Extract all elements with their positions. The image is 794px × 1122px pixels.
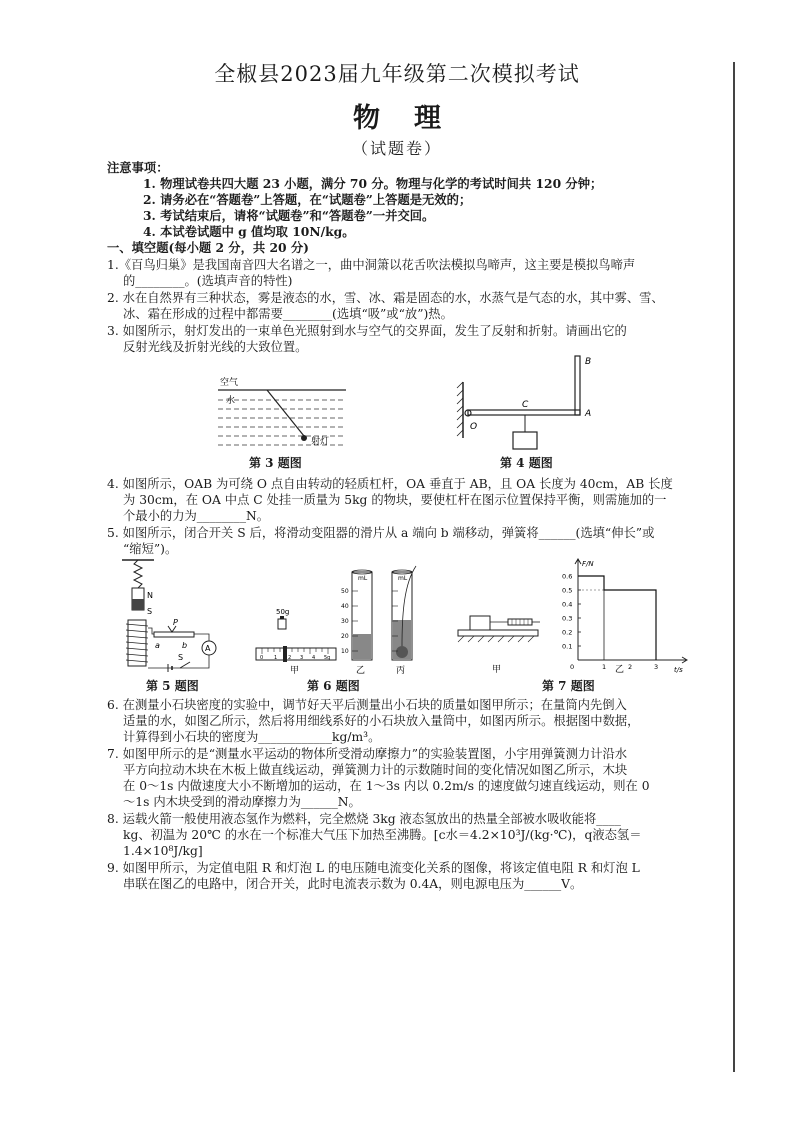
fig5-label-p: P: [173, 618, 178, 627]
q1-line: 的________。(选填声音的特性): [123, 274, 293, 288]
fig6-weight-label: 50g: [276, 608, 290, 616]
q6-line: 6. 在测量小石块密度的实验中，调节好天平后测量出小石块的质量如图甲所示；在量筒内先倒入: [107, 698, 627, 712]
q7-line: 平方向拉动木块在木板上做直线运动，弹簧测力计的示数随时间的变化情况如图乙所示，木块: [123, 763, 628, 777]
fig6-cyl-mark: 50: [341, 588, 349, 595]
fig6-scale-mark: 3: [300, 655, 304, 661]
fig7-ytick-label: 0.5: [562, 586, 573, 595]
note-item: 3. 考试结束后，请将“试题卷”和“答题卷”一并交回。: [143, 208, 435, 223]
q4-line: 4. 如图所示，OAB 为可绕 O 点自由转动的轻质杠杆，OA 垂直于 AB，且 OA 长度为 40cm，AB 长度: [107, 477, 673, 491]
q7-line: 7. 如图甲所示的是“测量水平运动的物体所受滑动摩擦力”的实验装置图，小宇用弹簧测力计沿水: [107, 747, 628, 761]
q9-line: 9. 如图甲所示，为定值电阻 R 和灯泡 L 的电压随电流变化关系的图像，将该定值电阻 R 和灯泡 L: [107, 861, 640, 875]
q1-line: 1.《百鸟归巢》是我国南音四大名谱之一，曲中洞箫以花舌吹法模拟鸟啼声，这主要是模拟鸟啼声: [107, 258, 636, 272]
fig7-ytick-label: 0.2: [562, 628, 573, 637]
fig7-ytick-label: 0.1: [562, 642, 573, 651]
fig6-cyl-mark: 10: [341, 648, 349, 655]
q5-line: 5. 如图所示，闭合开关 S 后，将滑动变阻器的滑片从 a 端向 b 端移动，弹簧将______(选填“伸长”或: [107, 526, 655, 540]
q2-line: 冰、霜在形成的过程中都需要________(选填“吸”或“放”)热。: [123, 307, 453, 321]
fig6-cyl-mark: 30: [341, 618, 349, 625]
figure-5-electromagnet: [118, 556, 228, 676]
figure-3-light-refraction: [212, 370, 352, 455]
fig7-label-jia: 甲: [492, 665, 502, 675]
fig5-label-b: b: [182, 641, 188, 650]
section-heading: 一、填空题(每小题 2 分，共 20 分): [107, 240, 309, 255]
fig4-label-a: A: [585, 409, 592, 419]
figure-4-caption: 第 4 题图: [500, 456, 553, 470]
q8-line: 8. 运载火箭一般使用液态氢作为燃料，完全燃烧 3kg 液态氢放出的热量全部被水吸收能将____: [107, 812, 621, 826]
figure-3-caption: 第 3 题图: [249, 456, 302, 470]
fig4-label-b: B: [585, 357, 592, 367]
q8-line: kg、初温为 20℃ 的水在一个标准大气压下加热至沸腾。[c水＝4.2×10³J/(kg·℃)，q液态氢＝: [123, 828, 642, 842]
fig7-xlabel: t/s: [674, 666, 683, 674]
figure-7-force-time-chart: [560, 556, 695, 674]
q3-line: 反射光线及折射光线的大致位置。: [123, 340, 308, 354]
notes-heading: 注意事项：: [107, 160, 169, 175]
q3-line: 3. 如图所示，射灯发出的一束单色光照射到水与空气的交界面，发生了反射和折射。请画出它的: [107, 324, 627, 338]
fig7-xtick-label: 3: [654, 663, 659, 671]
fig7-ytick-label: 0.6: [562, 572, 573, 581]
fig3-lamp-label: 射灯: [311, 437, 330, 447]
fig6-scale-mark: 5g: [324, 655, 331, 661]
fig7-ytick-label: 0.4: [562, 600, 573, 609]
fig5-label-a: a: [155, 641, 160, 650]
note-item: 2. 请务必在“答题卷”上答题，在“试题卷”上答题是无效的；: [143, 192, 472, 207]
fig3-water-label: 水: [226, 396, 236, 406]
chart-axes: [575, 559, 687, 663]
fig5-label-n: N: [147, 591, 153, 600]
q9-line: 串联在图乙的电路中，闭合开关，此时电流表示数为 0.4A，则电源电压为______V。: [123, 877, 583, 891]
q2-line: 2. 水在自然界有三种状态，雾是液态的水，雪、冰、霜是固态的水，水蒸气是气态的水，其中雾、雪、: [107, 291, 664, 305]
fig6-ml-label: mL: [358, 575, 368, 582]
fig7-label-yi: 乙: [615, 665, 625, 674]
fig6-ml-label: mL: [398, 575, 408, 582]
q4-line: 个最小的力为________N。: [123, 509, 270, 523]
fig5-ammeter-label: A: [205, 644, 211, 653]
q7-line: ～1s 内木块受到的滑动摩擦力为______N。: [123, 795, 361, 809]
fig5-switch-label: S: [178, 653, 184, 662]
figure-5-caption: 第 5 题图: [146, 679, 199, 693]
fig7-ylabel: F/N: [582, 560, 594, 568]
fig4-label-c: C: [522, 400, 529, 410]
exam-title: 全椒县2023届九年级第二次模拟考试: [214, 62, 580, 86]
page-edge-line: [733, 62, 735, 1072]
figure-6-caption: 第 6 题图: [307, 679, 360, 693]
fig6-label-jia: 甲: [290, 666, 300, 676]
figure-7-caption: 第 7 题图: [542, 679, 595, 693]
fig6-cyl-mark: 20: [341, 633, 349, 640]
q5-line: “缩短”)。: [123, 542, 178, 556]
fig6-label-yi: 乙: [356, 666, 366, 676]
fig6-scale-mark: 2: [288, 655, 292, 661]
q7-line: 在 0～1s 内做速度大小不断增加的运动，在 1～3s 内以 0.2m/s 的速度做匀速直线运动，则在 0: [123, 779, 650, 793]
figure-4-lever: [455, 352, 595, 454]
q8-line: 1.4×10⁸J/kg]: [123, 844, 203, 858]
fig6-scale-mark: 1: [274, 655, 278, 661]
fig4-label-o: O: [470, 422, 478, 432]
note-item: 4. 本试卷试题中 g 值均取 10N/kg。: [143, 224, 355, 239]
fig6-cyl-mark: 40: [341, 603, 349, 610]
q4-line: 为 30cm，在 OA 中点 C 处挂一质量为 5kg 的物块，要使杠杆在图示位置保持平衡，则需施加的一: [123, 493, 667, 507]
fig5-label-s: S: [147, 607, 153, 616]
fig3-air-label: 空气: [220, 378, 239, 388]
paper-type: （试题卷）: [351, 139, 442, 158]
fig6-label-bing: 丙: [396, 666, 406, 676]
q6-line: 计算得到小石块的密度为____________kg/m³。: [123, 730, 381, 744]
fig7-ytick-label: 0.3: [562, 614, 573, 623]
fig7-series-line: [578, 576, 656, 660]
fig6-scale-mark: 0: [260, 655, 264, 661]
fig6-scale-mark: 4: [312, 655, 316, 661]
note-item: 1. 物理试卷共四大题 23 小题，满分 70 分。物理与化学的考试时间共 120 分钟；: [143, 176, 603, 191]
fig7-xtick-label: 0: [570, 663, 575, 671]
q6-line: 适量的水，如图乙所示，然后将用细线系好的小石块放入量筒中，如图丙所示。根据图中数据，: [123, 714, 640, 728]
fig7-xtick-label: 2: [628, 663, 633, 671]
figure-7-apparatus: [452, 600, 542, 675]
subject-title: 物理: [353, 103, 475, 134]
figure-6-density: [252, 564, 422, 676]
fig7-xtick-label: 1: [602, 663, 607, 671]
